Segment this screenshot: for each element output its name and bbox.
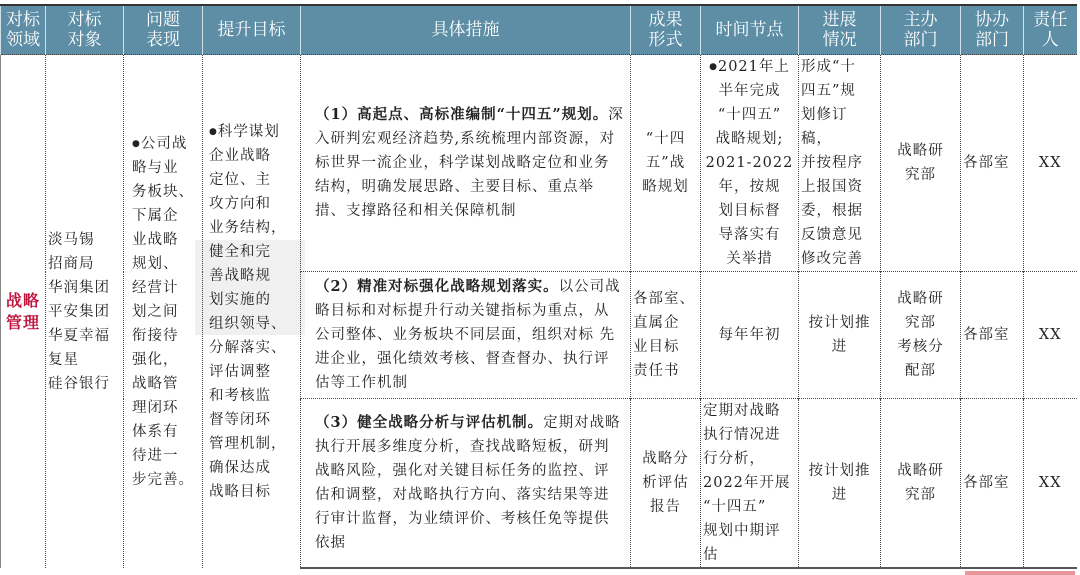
lead-dept-cell: 战略研 究部 考核分 配部: [881, 272, 961, 399]
assist-dept-cell: 各部室: [961, 272, 1024, 399]
owner-cell: XX: [1024, 55, 1077, 272]
goal-cell: [203, 55, 301, 569]
measure-cell: [301, 272, 631, 399]
header-timeline: 时间节点: [701, 5, 799, 55]
lead-dept-cell: 战略研 究部: [881, 55, 961, 272]
header-lead-dept: 主办 部门: [881, 5, 961, 55]
table-row: [1, 55, 1077, 272]
assist-dept-cell: 各部室: [961, 55, 1024, 272]
measure-body: 定期对战略执行开展多维度分析，查找战略短板，研判战略风险，强化对关键目标任务的监控、评估和调整，对战略执行方向、落实结果等进行审计监督，为业绩评价、考核任免等提供依据: [315, 415, 621, 551]
bullet-icon: ●: [709, 62, 718, 72]
header-output: 成果 形式: [631, 5, 701, 55]
progress-cell: 按计划推 进: [799, 399, 881, 569]
header-assist-dept: 协办 部门: [961, 5, 1024, 55]
measure-title: （3）健全战略分析与评估机制。: [315, 414, 544, 431]
header-measures: 具体措施: [301, 5, 631, 55]
measure-cell: [301, 399, 631, 569]
owner-cell: XX: [1024, 399, 1077, 569]
goal-text: 科学谋划 企业战略 定位、主 攻方向和 业务结构， 健全和完 善战略规 划实施的 组织领导、 分解落实、 评估调整 和考核监 督等闭环 管理机制， 确保达成 战略目标: [209, 123, 287, 500]
timeline-cell: [701, 55, 799, 272]
measure-title: （2）精准对标强化战略规划落实。: [315, 278, 559, 295]
measure-title: （1）高起点、高标准编制“十四五”规划。: [315, 106, 609, 123]
timeline-cell: 每年年初: [701, 272, 799, 399]
bullet-icon: ●: [132, 138, 141, 149]
measure-cell: [301, 55, 631, 272]
timeline-text: 2021年上 半年完成 “十四五” 战略规划; 2021-2022 年，按规 划目标督 导落实有 关举措: [705, 59, 794, 267]
output-cell: “十四 五”战 略规划: [631, 55, 701, 272]
benchmarks-cell: 淡马锡 招商局 华润集团 平安集团 华夏幸福 复星 硅谷银行: [46, 55, 124, 569]
problem-text: 公司战 略与业 务板块、 下属企 业战略 规划、 经营计 划之间 衔接待 强化， 战略管 理闭环 体系有 待进一 步完善。: [132, 135, 194, 488]
timeline-cell: 定期对战略 执行情况进 行分析， 2022年开展 “十四五” 规划中期评 估: [701, 399, 799, 569]
lead-dept-cell: 战略研 究部: [881, 399, 961, 569]
problem-cell: [124, 55, 203, 569]
header-progress: 进展 情况: [799, 5, 881, 55]
benchmark-table: [0, 4, 1077, 569]
progress-cell: 按计划推 进: [799, 272, 881, 399]
owner-cell: XX: [1024, 272, 1077, 399]
progress-cell: 形成“十 四五”规 划修订稿， 并按程序 上报国资 委，根据 反馈意见 修改完善: [799, 55, 881, 272]
area-cell: 战略 管理: [1, 55, 46, 569]
header-row: [1, 5, 1077, 55]
header-benchmark: 对标 对象: [46, 5, 124, 55]
bullet-icon: ●: [209, 126, 218, 137]
measure-body: 以公司战略目标和对标提升行动关键指标为重点，从公司整体、业务板块不同层面，组织对标 先进企业，强化绩效考核、督查督办、执行评估等工作机制: [315, 279, 621, 391]
header-goal: 提升目标: [203, 5, 301, 55]
header-area: 对标 领域: [1, 5, 46, 55]
header-problem: 问题 表现: [124, 5, 203, 55]
footer-logo-mark: [965, 571, 1075, 575]
assist-dept-cell: 各部室: [961, 399, 1024, 569]
measure-body: 深入研判宏观经济趋势,系统梳理内部资源，对标世界一流企业，科学谋划战略定位和业务结构，明确发展思路、主要目标、重点举措、支撑路径和相关保障机制: [315, 107, 624, 219]
output-cell: 战略分 析评估 报告: [631, 399, 701, 569]
header-owner: 责任 人: [1024, 5, 1077, 55]
output-cell: 各部室、 直属企 业目标 责任书: [631, 272, 701, 399]
